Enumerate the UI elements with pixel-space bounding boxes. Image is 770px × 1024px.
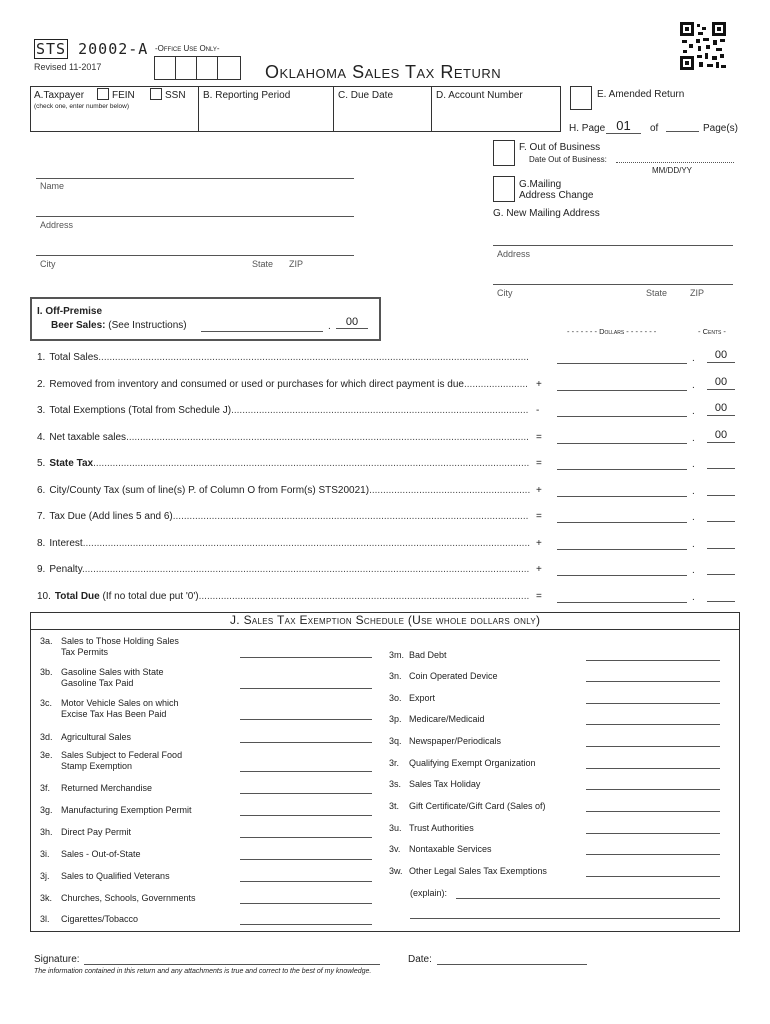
schedule-j-title: J. Sales Tax Exemption Schedule (Use whole dollars only) [230,613,541,627]
out-of-business-date-field[interactable] [616,162,734,163]
schedule-3v-label: Nontaxable Services [409,844,492,854]
account-number-label[interactable]: D. Account Number [436,90,523,101]
schedule-3u-label: Trust Authorities [409,823,474,833]
schedule-3f-field[interactable] [240,793,372,794]
taxpayer-label: A.Taxpayer [34,90,85,101]
line-10-dollars-field[interactable] [557,591,687,603]
schedule-3n-field[interactable] [586,681,720,682]
schedule-3c-field[interactable] [240,719,372,720]
leader-dots: ....................... [464,379,528,390]
schedule-3q-field[interactable] [586,746,720,747]
beer-sales-decimal: . [328,321,331,332]
beer-sales-label-text: Beer Sales: [51,320,106,331]
decimal-point: . [692,433,695,444]
out-of-business-label: F. Out of Business [519,142,601,153]
schedule-3l-field[interactable] [240,924,372,925]
dollars-column-header: - - - - - - - Dollars - - - - - - - [567,327,657,336]
schedule-3m-code: 3m. [389,650,405,660]
line-9-label [37,564,529,575]
new-address-field[interactable] [493,245,733,246]
cents-column-header: - Cents - [698,327,726,336]
reporting-period-label[interactable]: B. Reporting Period [203,90,291,101]
line-5-label [37,458,529,469]
schedule-3j-code: 3j. [40,871,50,881]
amended-return-label: E. Amended Return [597,89,685,100]
schedule-3v-code: 3v. [389,844,401,854]
schedule-3d-code: 3d. [40,732,53,742]
explain-field-1[interactable] [456,898,720,899]
line-number: 4. [37,432,46,443]
address-label: Address [40,220,74,230]
beer-sales-dollars-field[interactable] [201,331,323,332]
line-5-cents-field[interactable] [707,455,735,469]
page-of-label: of [650,123,659,134]
schedule-3h-label: Direct Pay Permit [61,827,132,837]
address-field[interactable] [36,216,354,217]
line-4-operator: = [536,432,542,443]
schedule-3h-code: 3h. [40,827,53,837]
schedule-3f-code: 3f. [40,783,51,793]
line-number: 7. [37,511,46,522]
schedule-3d-label: Agricultural Sales [61,732,132,742]
ssn-label: SSN [165,90,186,101]
decimal-point: . [692,380,695,391]
schedule-3a-field[interactable] [240,657,372,658]
signature-label: Signature: [34,954,80,965]
line-7-operator: = [536,511,542,522]
qr-code-icon [680,22,726,70]
schedule-3c-code: 3c. [40,698,53,708]
line-2-label [37,379,528,390]
schedule-3l-code: 3l. [40,914,50,924]
line-3-label [37,405,528,416]
office-use-box-2 [175,56,197,80]
line-10-operator: = [536,591,542,602]
line-number: 5. [37,458,46,469]
schedule-3r-field[interactable] [586,768,720,769]
city-field[interactable] [36,255,354,256]
line-10-cents-field[interactable] [707,588,735,602]
schedule-3p-label: Medicare/Medicaid [409,714,485,724]
date-label: Date: [408,954,432,965]
explain-label: (explain): [410,888,448,898]
new-city-field[interactable] [493,284,733,285]
schedule-3l-label: Cigarettes/Tobacco [61,914,139,924]
name-field[interactable] [36,178,354,179]
schedule-3e-field[interactable] [240,771,372,772]
schedule-3q-code: 3q. [389,736,402,746]
line-3-cents-field[interactable]: 00 [707,402,735,416]
decimal-point: . [692,565,695,576]
zip-label: ZIP [289,259,304,269]
line-label-text: State Tax [49,458,94,469]
leader-dots: ................................................................................................................................................................. [82,538,531,549]
date-field[interactable] [437,964,587,965]
explain-field-2[interactable] [410,918,720,919]
schedule-3t-label: Gift Certificate/Gift Card (Sales of) [409,801,546,811]
mailing-change-checkbox[interactable] [493,176,515,202]
schedule-3v-field[interactable] [586,854,720,855]
line-number: 2. [37,379,46,390]
schedule-3k-code: 3k. [40,893,53,903]
schedule-3p-field[interactable] [586,724,720,725]
decimal-point: . [692,592,695,603]
line-label-text: City/County Tax (sum of line(s) P. of Column O from Form(s) STS20021) [49,485,370,496]
schedule-3u-code: 3u. [389,823,402,833]
beer-sales-label [51,320,187,331]
decimal-point: . [692,486,695,497]
line-1-label [37,352,529,363]
out-of-business-checkbox[interactable] [493,140,515,166]
due-date-label[interactable]: C. Due Date [338,90,394,101]
line-label-text: Net taxable sales [49,432,127,443]
schedule-3m-label: Bad Debt [409,650,447,660]
schedule-3c-label-2: Excise Tax Has Been Paid [61,709,167,719]
new-state-label: State [646,288,668,298]
line-8-label [37,538,530,549]
schedule-3j-label: Sales to Qualified Veterans [61,871,170,881]
check-one-note: (check one, enter number below) [34,103,130,110]
line-6-label [37,485,530,496]
form-code-prefix: STS [36,40,67,58]
divider-c [333,86,334,132]
line-4-label [37,432,529,443]
line-label-text: Penalty [49,564,82,575]
line-label-text: Total Due [54,591,100,602]
schedule-3a-label-2: Tax Permits [61,647,109,657]
schedule-3b-code: 3b. [40,667,53,677]
line-number: 6. [37,485,46,496]
page-label: H. Page [569,123,606,134]
line-2-cents-field[interactable]: 00 [707,376,735,390]
schedule-3s-label: Sales Tax Holiday [409,779,481,789]
schedule-3k-field[interactable] [240,903,372,904]
line-label-text: Total Sales [49,352,99,363]
office-use-box-1 [154,56,176,80]
schedule-3b-field[interactable] [240,688,372,689]
schedule-3e-label: Sales Subject to Federal Food [61,750,183,760]
leader-dots: ....................................................................................................................... [198,591,530,602]
schedule-3g-code: 3g. [40,805,53,815]
line-label-text: Interest [49,538,83,549]
schedule-3n-label: Coin Operated Device [409,671,498,681]
schedule-3b-label-2: Gasoline Tax Paid [61,678,134,688]
decimal-point: . [692,406,695,417]
schedule-3k-label: Churches, Schools, Governments [61,893,196,903]
schedule-3m-field[interactable] [586,660,720,661]
leader-dots: ................................................................................................................................ [172,511,529,522]
new-address-label: Address [497,249,531,259]
line-6-cents-field[interactable] [707,482,735,496]
decimal-point: . [692,353,695,364]
line-label-suffix: (If no total due put '0') [99,591,199,602]
line-9-dollars-field[interactable] [557,564,687,576]
line-8-operator: + [536,538,542,549]
schedule-3j-field[interactable] [240,881,372,882]
leader-dots: ................................................................................................................................................. [126,432,529,443]
schedule-3w-label: Other Legal Sales Tax Exemptions [409,866,547,876]
mailing-change-label-1: G.Mailing [519,179,562,190]
schedule-3r-code: 3r. [389,758,400,768]
off-premise-title: I. Off-Premise [37,306,103,317]
out-of-business-date-label: Date Out of Business: [529,155,607,164]
new-mailing-address-label: G. New Mailing Address [493,208,600,219]
schedule-3e-code: 3e. [40,750,53,760]
line-1-dollars-field[interactable] [557,352,687,364]
line-2-operator: + [536,379,542,390]
line-4-cents-field[interactable]: 00 [707,429,735,443]
schedule-3c-label: Motor Vehicle Sales on which [61,698,179,708]
attestation-text: The information contained in this return and any attachments is true and correct to the best of my knowledge. [34,968,372,975]
signature-field[interactable] [84,964,380,965]
amended-return-checkbox[interactable] [570,86,592,110]
line-number: 10. [37,591,51,602]
schedule-3s-field[interactable] [586,789,720,790]
divider-d [431,86,432,132]
schedule-3i-label: Sales - Out-of-State [61,849,141,859]
office-use-box-4 [217,56,241,80]
line-1-cents-field[interactable]: 00 [707,349,735,363]
beer-sales-note: (See Instructions) [108,320,187,331]
office-use-label: -Office Use Only- [155,44,220,53]
line-number: 3. [37,405,46,416]
form-code-number: 20002-A [78,40,149,58]
schedule-3s-code: 3s. [389,779,402,789]
fein-label: FEIN [112,90,135,101]
line-7-label [37,511,528,522]
schedule-3o-label: Export [409,693,436,703]
decimal-point: . [692,512,695,523]
line-number: 1. [37,352,46,363]
schedule-3i-code: 3i. [40,849,50,859]
schedule-3u-field[interactable] [586,833,720,834]
ssn-checkbox[interactable] [150,88,162,100]
line-6-operator: + [536,485,542,496]
schedule-3a-code: 3a. [40,636,53,646]
pages-label: Page(s) [703,123,739,134]
schedule-3d-field[interactable] [240,742,372,743]
mailing-change-label-2: Address Change [519,190,594,201]
line-6-dollars-field[interactable] [557,485,687,497]
schedule-title-rule [30,629,740,630]
schedule-3h-field[interactable] [240,837,372,838]
schedule-3o-field[interactable] [586,703,720,704]
leader-dots: .......................................................... [369,485,531,496]
schedule-3g-label: Manufacturing Exemption Permit [61,805,192,815]
schedule-3t-code: 3t. [389,801,400,811]
schedule-3w-field[interactable] [586,876,720,877]
line-number: 9. [37,564,46,575]
line-5-dollars-field[interactable] [557,458,687,470]
schedule-3p-code: 3p. [389,714,402,724]
form-title: Oklahoma Sales Tax Return [265,62,502,82]
line-number: 8. [37,538,46,549]
schedule-3e-label-2: Stamp Exemption [61,761,133,771]
line-4-dollars-field[interactable] [557,432,687,444]
line-label-text: Removed from inventory and consumed or used or purchases for which direct payment is due [49,379,464,390]
schedule-3r-label: Qualifying Exempt Organization [409,758,536,768]
decimal-point: . [692,539,695,550]
line-7-cents-field[interactable] [707,508,735,522]
divider-b [198,86,199,132]
schedule-3n-code: 3n. [389,671,402,681]
line-label-text: Tax Due (Add lines 5 and 6) [49,511,173,522]
schedule-3q-label: Newspaper/Periodicals [409,736,502,746]
revised-date: Revised 11-2017 [34,62,102,72]
leader-dots: ................................................................................................................................................................. [81,564,530,575]
state-label: State [252,259,274,269]
line-8-dollars-field[interactable] [557,538,687,550]
form-code [34,40,148,58]
total-pages-field[interactable] [666,131,699,132]
office-use-box-3 [196,56,218,80]
line-3-dollars-field[interactable] [557,405,687,417]
date-format-hint: MM/DD/YY [652,166,692,175]
schedule-3f-label: Returned Merchandise [61,783,153,793]
schedule-3a-label: Sales to Those Holding Sales [61,636,179,646]
line-2-dollars-field[interactable] [557,379,687,391]
new-zip-label: ZIP [690,288,705,298]
page-number-field[interactable]: 01 [606,118,641,134]
schedule-3b-label: Gasoline Sales with State [61,667,164,677]
line-10-label [37,591,529,602]
schedule-3w-code: 3w. [389,866,403,876]
line-5-operator: = [536,458,542,469]
line-7-dollars-field[interactable] [557,511,687,523]
line-8-cents-field[interactable] [707,535,735,549]
schedule-3o-code: 3o. [389,693,402,703]
line-9-cents-field[interactable] [707,561,735,575]
fein-checkbox[interactable] [97,88,109,100]
city-label: City [40,259,56,269]
line-9-operator: + [536,564,542,575]
name-label: Name [40,181,65,191]
new-city-label: City [497,288,513,298]
schedule-3i-field[interactable] [240,859,372,860]
beer-sales-cents-field[interactable]: 00 [336,316,368,329]
schedule-3g-field[interactable] [240,815,372,816]
line-label-text: Total Exemptions (Total from Schedule J) [49,405,232,416]
off-premise-box [30,297,381,341]
leader-dots: ........................................................................................................... [231,405,529,416]
leader-dots: ........................................................................................................................................................... [98,352,529,363]
schedule-3t-field[interactable] [586,811,720,812]
decimal-point: . [692,459,695,470]
line-3-operator: - [536,405,540,416]
leader-dots: ............................................................................................................................................................. [93,458,530,469]
